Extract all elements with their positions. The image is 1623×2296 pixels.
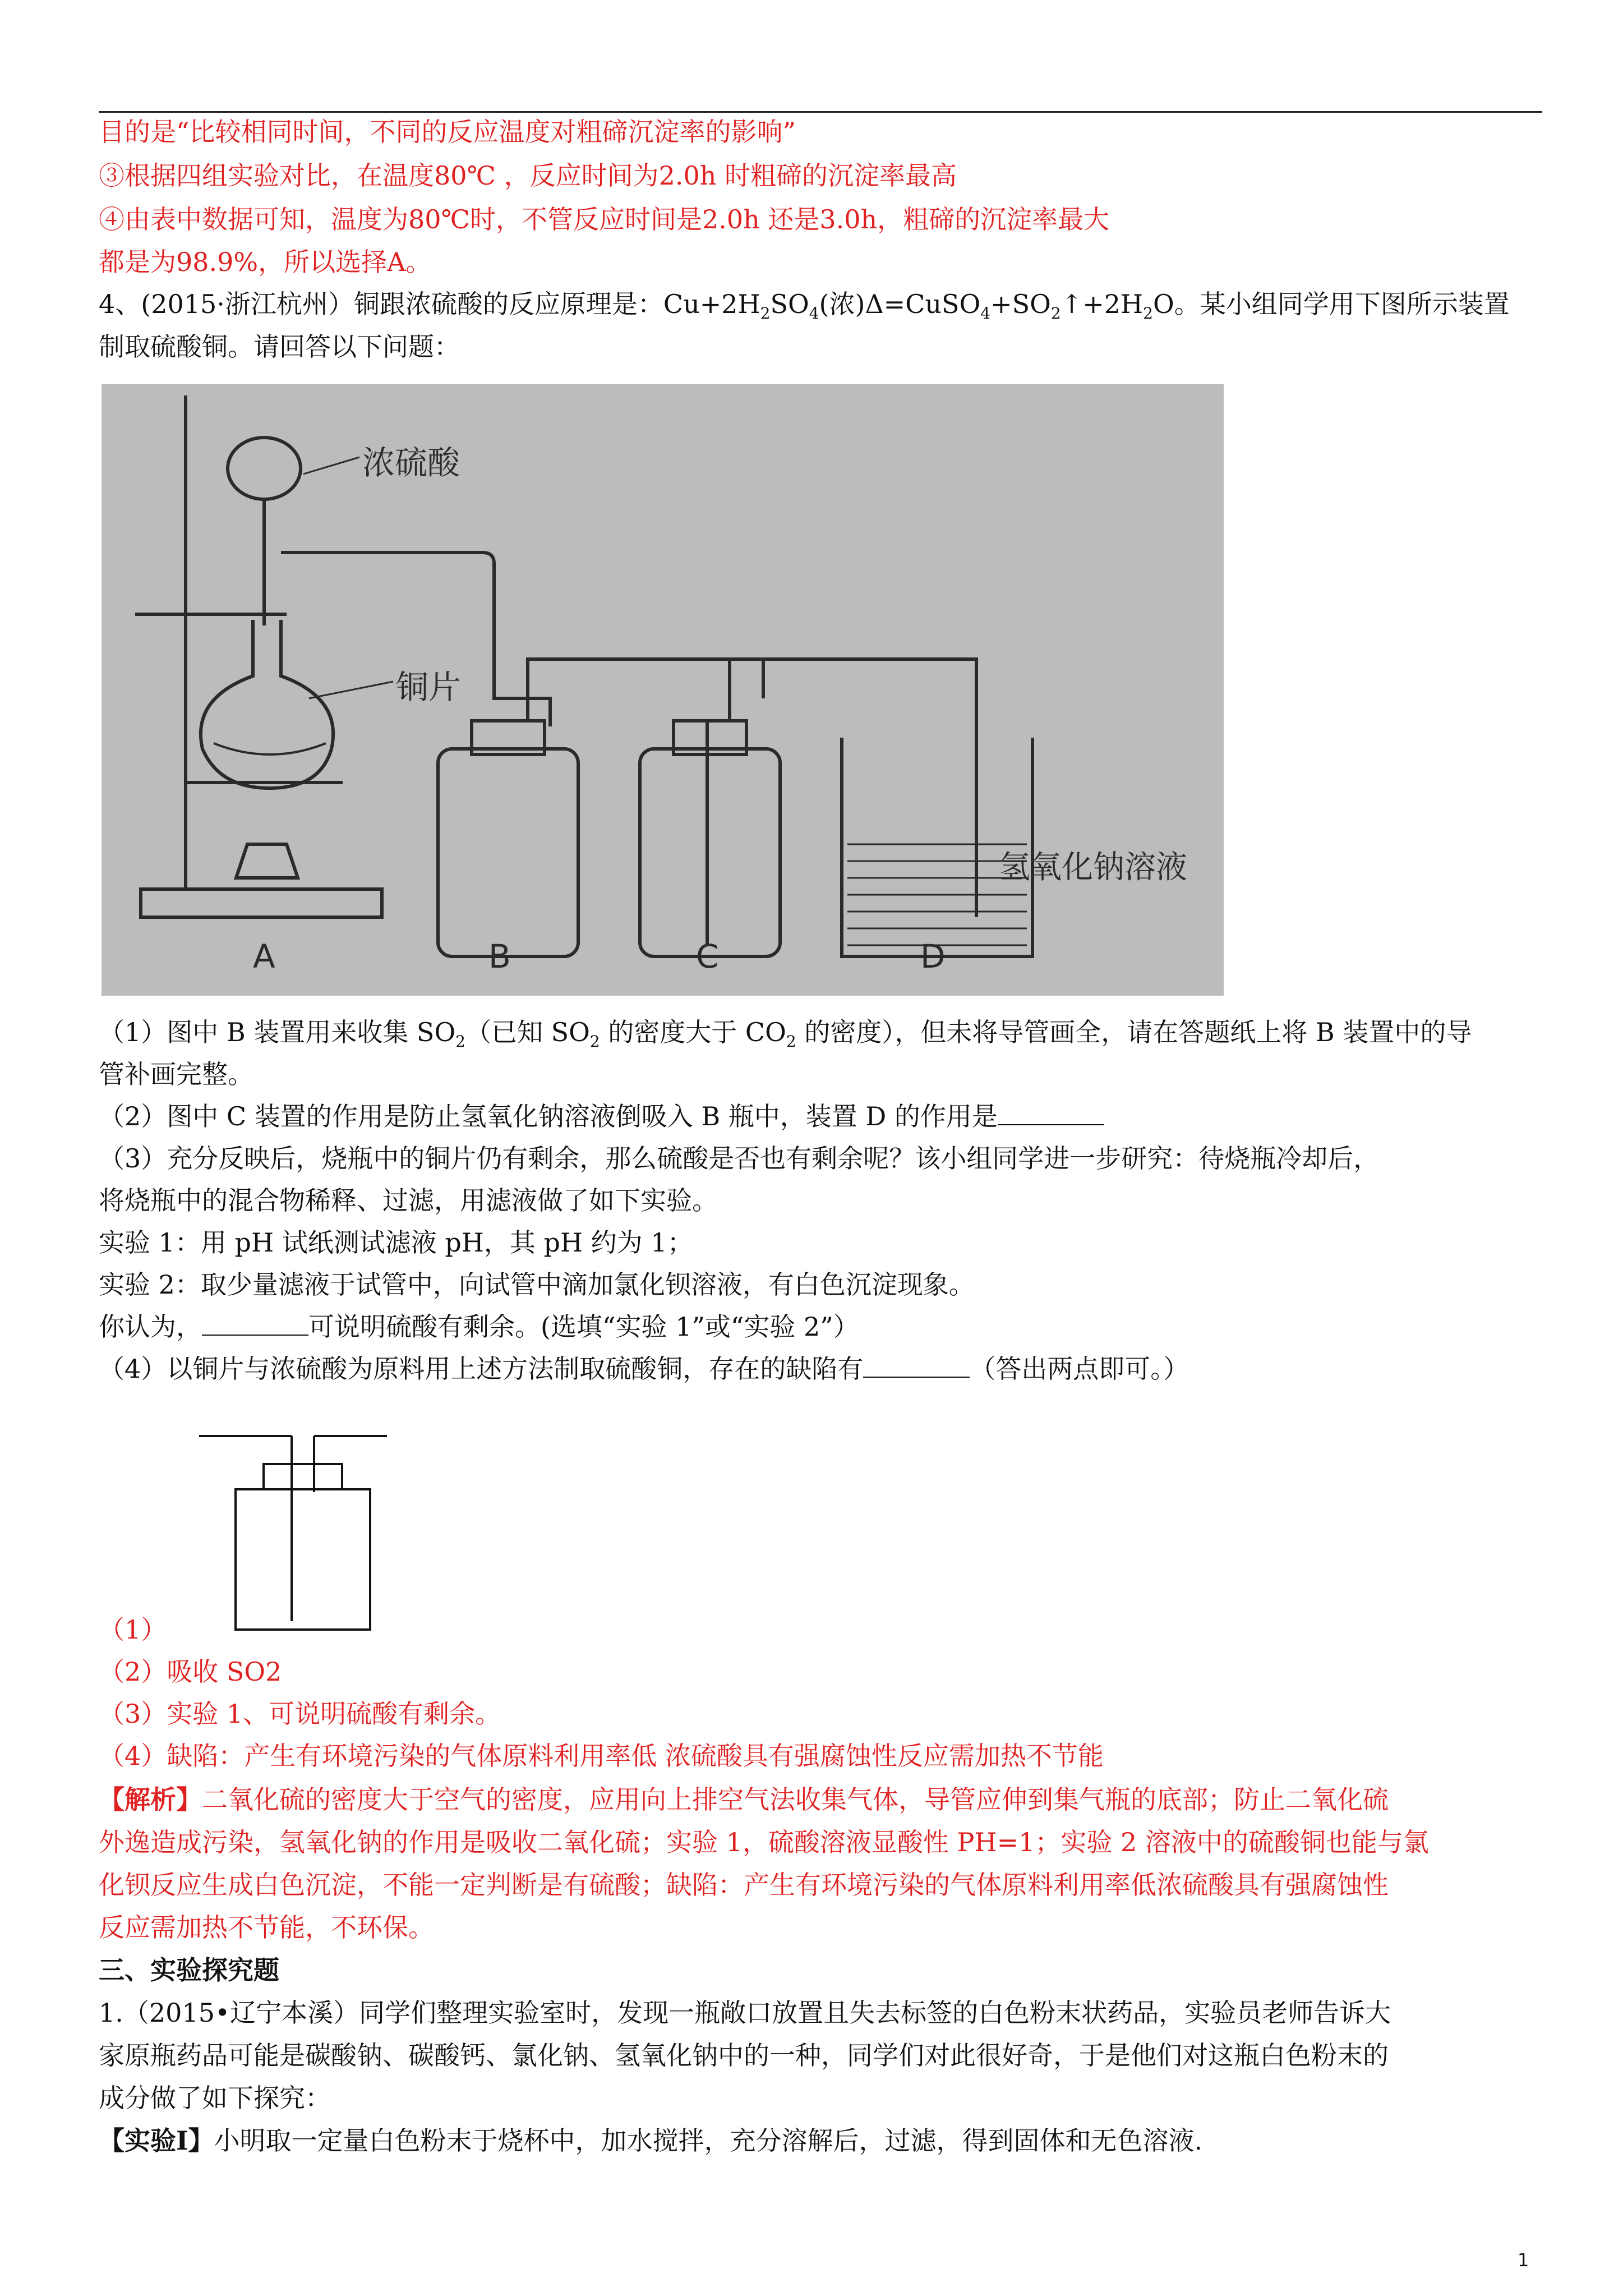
section3-q1-line-2: 家原瓶药品可能是碳酸钠、碳酸钙、氯化钠、氢氧化钠中的一种，同学们对此很好奇，于是他们对这瓶白色粉末的 bbox=[99, 2040, 1389, 2070]
q4-part2: （2）图中 C 装置的作用是防止氢氧化钠溶液倒吸入 B 瓶中，装置 D 的作用是 bbox=[99, 1099, 1104, 1133]
q4-part1-line-2: 管补画完整。 bbox=[99, 1059, 253, 1089]
header-rule bbox=[99, 111, 1542, 113]
your-choice-line: 你认为， 可说明硫酸有剩余。(选填“实验 1”或“实验 2”） bbox=[99, 1312, 859, 1342]
answer-4: （4）缺陷：产生有环境污染的气体原料利用率低 浓硫酸具有强腐蚀性反应需加热不节能 bbox=[99, 1741, 1104, 1771]
bottle-b bbox=[438, 749, 578, 956]
section3-q1-line-1: 1.（2015•辽宁本溪）同学们整理实验室时，发现一瓶敞口放置且失去标签的白色粉末状药品，实验员老师告诉大 bbox=[99, 1998, 1391, 2028]
alcohol-lamp bbox=[236, 844, 298, 878]
analysis-line-2: 外逸造成污染，氢氧化钠的作用是吸收二氧化硫；实验 1，硫酸溶液显酸性 PH=1；实验 2 溶液中的硫酸铜也能与氯 bbox=[99, 1827, 1429, 1857]
experiment-1: 实验 1：用 pH 试纸测试滤液 pH，其 pH 约为 1； bbox=[99, 1227, 693, 1258]
label-a: A bbox=[253, 937, 275, 976]
q4-part3-line-2: 将烧瓶中的混合物稀释、过滤，用滤液做了如下实验。 bbox=[99, 1185, 718, 1216]
section-heading: 三、实验探究题 bbox=[99, 1955, 279, 1985]
analysis-line-1: 【解析】二氧化硫的密度大于空气的密度，应用向上排空气法收集气体，导管应伸到集气瓶的底部；防止二氧化硫 bbox=[99, 1784, 1389, 1815]
answer-2: （2）吸收 SO2 bbox=[99, 1657, 282, 1687]
answer-line-4: 都是为98.9%，所以选择A。 bbox=[99, 247, 432, 277]
label-c: C bbox=[696, 937, 719, 976]
stand-base bbox=[141, 889, 382, 917]
q4-part4: （4）以铜片与浓硫酸为原料用上述方法制取硫酸铜，存在的缺陷有 （答出两点即可。） bbox=[99, 1354, 1189, 1384]
answer-3: （3）实验 1、可说明硫酸有剩余。 bbox=[99, 1699, 501, 1729]
bottle-c bbox=[640, 749, 780, 956]
answer-blank[interactable] bbox=[202, 1312, 308, 1336]
beaker-d bbox=[842, 738, 1032, 956]
separatory-funnel bbox=[228, 438, 301, 499]
bottle-b-answer-sketch bbox=[185, 1425, 398, 1644]
q4-part1-line-1: （1）图中 B 装置用来收集 $SO_2$（已知 $SO_2$ 的密度大于 $CO_2$ 的密度），但未将导管画全，请在答题纸上将 B 装置中的导 bbox=[99, 1017, 1472, 1051]
label-b: B bbox=[488, 937, 511, 976]
answer-line-2: ③根据四组实验对比，在温度80℃ ，反应时间为2.0h 时粗碲的沉淀率最高 bbox=[99, 160, 957, 191]
answer-1: （1） bbox=[99, 1614, 167, 1645]
answer-blank[interactable] bbox=[863, 1354, 970, 1378]
label-d: D bbox=[920, 937, 946, 976]
answer-line-3: ④由表中数据可知，温度为80℃时，不管反应时间是2.0h 还是3.0h，粗碲的沉淀率最大 bbox=[99, 204, 1110, 234]
analysis-line-3: 化钡反应生成白色沉淀，不能一定判断是有硫酸；缺陷：产生有环境污染的气体原料利用率低浓硫酸具有强腐蚀性 bbox=[99, 1870, 1389, 1900]
answer-line-1: 目的是“比较相同时间，不同的反应温度对粗碲沉淀率的影响” bbox=[99, 117, 796, 147]
q4-intro-line-2: 制取硫酸铜。请回答以下问题： bbox=[99, 332, 460, 362]
page-number: 1 bbox=[1518, 2249, 1529, 2271]
apparatus-figure bbox=[102, 384, 1224, 996]
experiment-i-line: 【实验Ⅰ】小明取一定量白色粉末于烧杯中，加水搅拌，充分溶解后，过滤，得到固体和无色溶液. bbox=[99, 2125, 1203, 2156]
q4-intro-line-1: 4、(2015·浙江杭州）铜跟浓硫酸的反应原理是：$Cu+2H_2SO_4$(浓)$\Delta=CuSO_4+SO_2↑+2H_2O$。某小组同学用下图所示装置 bbox=[99, 289, 1510, 323]
round-flask bbox=[201, 620, 333, 788]
q4-part3-line-1: （3）充分反映后，烧瓶中的铜片仍有剩余，那么硫酸是否也有剩余呢？该小组同学进一步研究：待烧瓶冷却后， bbox=[99, 1143, 1380, 1174]
answer-blank[interactable] bbox=[998, 1102, 1104, 1125]
label-naoh: 氢氧化钠溶液 bbox=[999, 849, 1187, 886]
analysis-line-4: 反应需加热不节能，不环保。 bbox=[99, 1912, 434, 1943]
experiment-2: 实验 2：取少量滤液于试管中，向试管中滴加氯化钡溶液，有白色沉淀现象。 bbox=[99, 1269, 975, 1300]
section3-q1-line-3: 成分做了如下探究： bbox=[99, 2083, 331, 2113]
label-copper: 铜片 bbox=[396, 668, 462, 706]
label-acid: 浓硫酸 bbox=[362, 444, 460, 482]
